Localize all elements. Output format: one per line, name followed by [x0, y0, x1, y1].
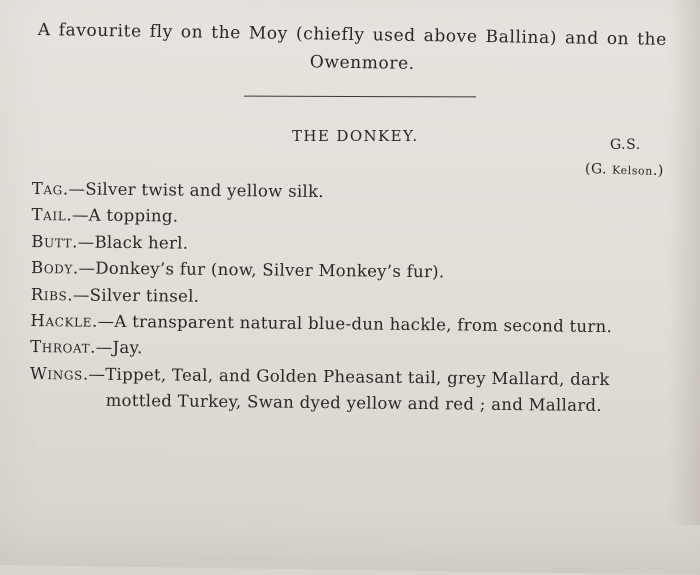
dressing-continuation: mottled Turkey, Swan dyed yellow and red ; and Mallard.: [105, 391, 602, 416]
dressing-label: Tail: [31, 205, 67, 225]
dressing-row-wings-continued: [30, 387, 680, 420]
pattern-title: THE DONKEY.: [292, 127, 419, 145]
dressing-list: [30, 176, 682, 420]
attribution-open: (G.: [584, 160, 613, 178]
dressing-text: A transparent natural blue-dun hackle, from second turn.: [114, 311, 613, 337]
dressing-separator: .—: [91, 311, 115, 331]
dressing-text: Silver tinsel.: [89, 285, 200, 306]
dressing-label: Ribs: [30, 284, 68, 305]
dressing-text: Silver twist and yellow silk.: [85, 179, 325, 202]
attribution-name: Kelson: [611, 163, 654, 178]
dressing-separator: .—: [72, 258, 96, 278]
dressing-label: Butt: [31, 231, 73, 252]
dressing-label: Body: [30, 258, 74, 278]
section-divider: [244, 96, 476, 98]
dressing-separator: .—: [90, 338, 113, 358]
dressing-separator: .—: [62, 179, 86, 199]
dressing-text: Black herl.: [94, 232, 189, 253]
dressing-text: Donkey’s fur (now, Silver Monkey’s fur).: [95, 258, 445, 282]
pattern-attribution: [585, 161, 664, 179]
dressing-label: Wings: [29, 363, 84, 384]
intro-line-2: Owenmore.: [309, 52, 415, 74]
intro-line-1: A favourite fly on the Moy (chiefly used above Ballina) and on the: [37, 19, 667, 50]
dressing-separator: .—: [67, 285, 90, 305]
pattern-initials: G.S.: [610, 137, 641, 153]
dressing-separator: .—: [82, 364, 106, 384]
dressing-label: Throat: [30, 337, 91, 358]
dressing-text: Jay.: [112, 338, 143, 358]
intro-paragraph: [37, 16, 678, 82]
attribution-close: .): [652, 162, 665, 180]
dressing-label: Hackle: [30, 311, 93, 331]
dressing-separator: .—: [72, 232, 95, 252]
dressing-separator: .—: [66, 205, 89, 226]
dressing-text: Tippet, Teal, and Golden Pheasant tail, grey Mallard, dark: [105, 364, 610, 389]
dressing-label: Tag: [31, 178, 64, 199]
dressing-text: A topping.: [88, 206, 179, 226]
